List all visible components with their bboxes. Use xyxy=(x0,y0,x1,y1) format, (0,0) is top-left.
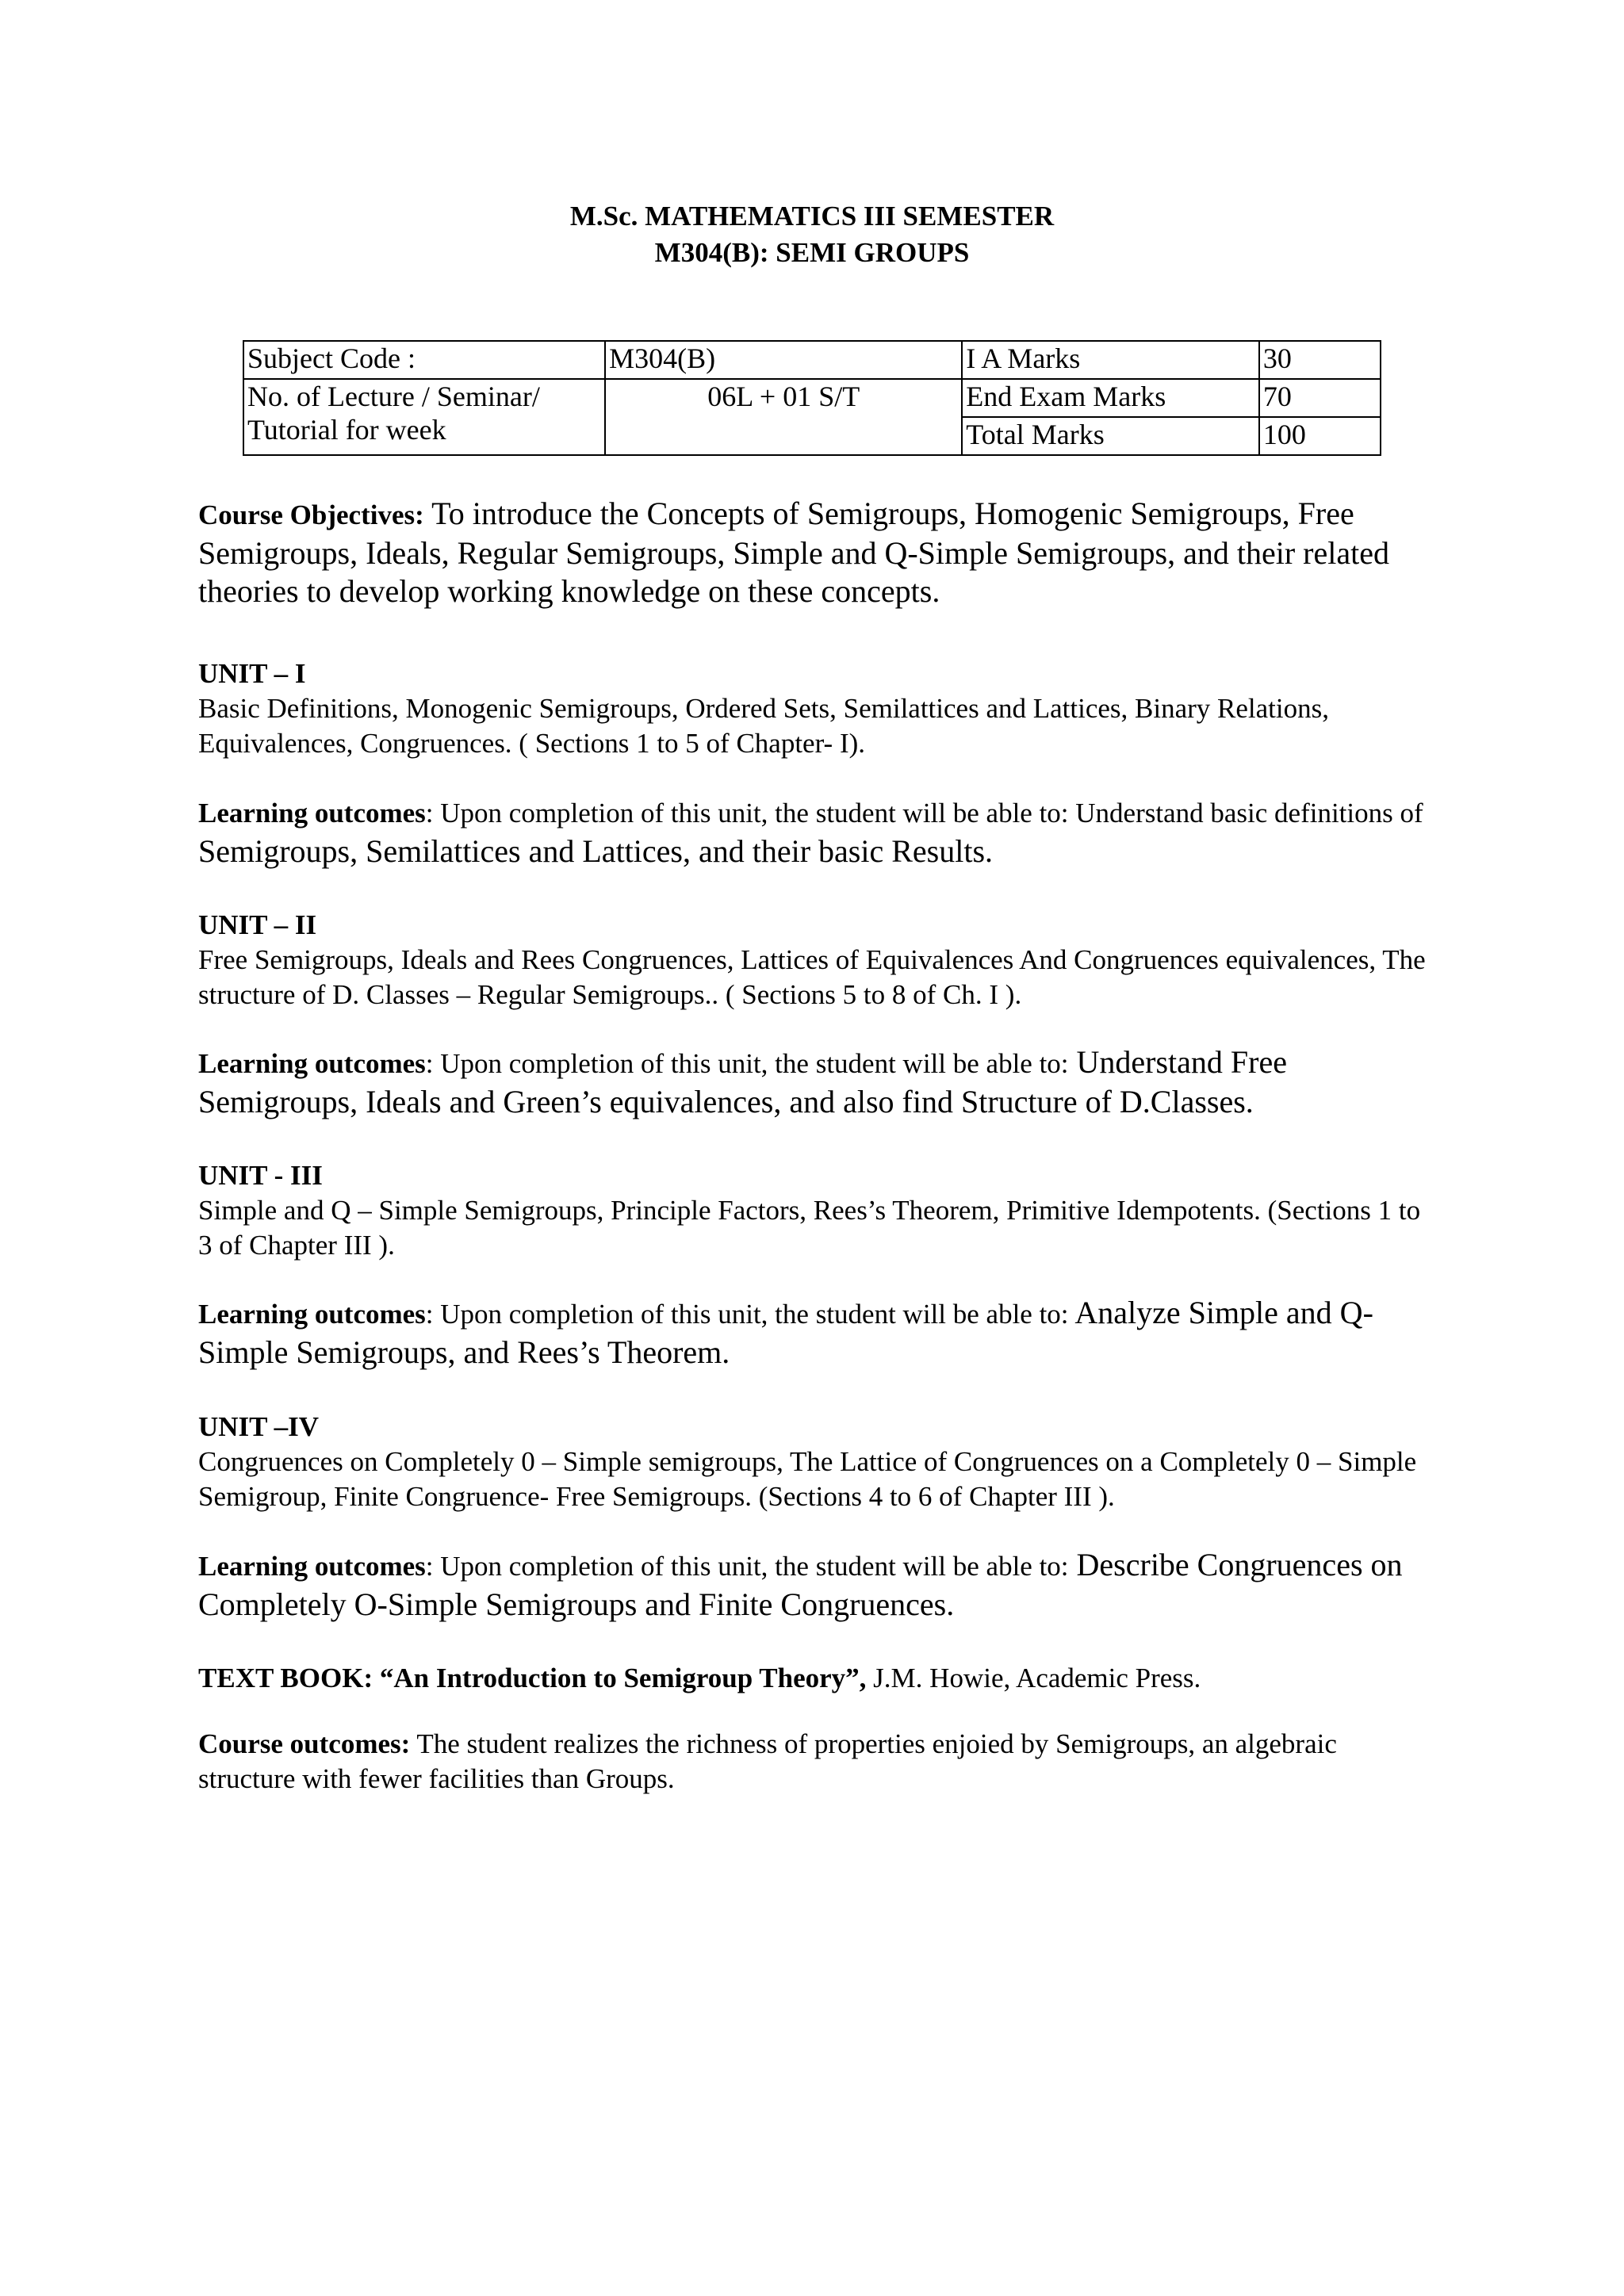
outcomes-label: Learning outcomes xyxy=(198,1299,426,1330)
subject-code-value: M304(B) xyxy=(605,341,962,379)
unit-4-outcomes xyxy=(198,1546,1435,1625)
unit-2-heading: UNIT – II xyxy=(198,909,317,940)
unit-1-heading: UNIT – I xyxy=(198,658,306,689)
subject-code-label: Subject Code : xyxy=(243,341,605,379)
outcomes-intro: : Upon completion of this unit, the student will be able to: xyxy=(425,1551,1069,1582)
outcomes-intro: : Upon completion of this unit, the student will be able to: Understand basic definitions of xyxy=(425,798,1423,828)
text-book xyxy=(198,1661,1435,1696)
textbook-label: TEXT BOOK: “An Introduction to Semigroup Theory”, xyxy=(198,1663,867,1693)
unit-1-content: Basic Definitions, Monogenic Semigroups, Ordered Sets, Semilattices and Lattices, Binary Relations, Equivalences, Congruences. ( Sections 1 to 5 of Chapter- I). xyxy=(198,693,1329,759)
outcomes-text: Understand Free Semigroups, Ideals and Green’s equivalences, and also find Structure of D.Classes. xyxy=(198,1044,1287,1119)
unit-4-heading: UNIT –IV xyxy=(198,1411,320,1442)
paper-title: M304(B): SEMI GROUPS xyxy=(654,237,970,268)
textbook-text: J.M. Howie, Academic Press. xyxy=(866,1663,1201,1693)
unit-1-outcomes xyxy=(198,793,1435,872)
ia-marks-value: 30 xyxy=(1259,341,1381,379)
outcomes-text: Describe Congruences on Completely O-Simple Semigroups and Finite Congruences. xyxy=(198,1547,1403,1622)
unit-3-heading: UNIT - III xyxy=(198,1160,323,1191)
course-title: M.Sc. MATHEMATICS III SEMESTER xyxy=(569,201,1055,232)
unit-2-content: Free Semigroups, Ideals and Rees Congruences, Lattices of Equivalences And Congruences equivalences, The structure of D. Classes – Regular Semigroups.. ( Sections 5 to 8 of Ch. I ). xyxy=(198,944,1426,1010)
outcomes-label: Learning outcomes xyxy=(198,798,426,828)
table-row xyxy=(243,379,1381,417)
lecture-label-line1: No. of Lecture / Seminar/ xyxy=(247,381,540,412)
total-marks-label: Total Marks xyxy=(962,417,1259,455)
objectives-text: To introduce the Concepts of Semigroups, Homogenic Semigroups, Free Semigroups, Ideals, Regular Semigroups, Simple and Q-Simple Semigroups, and their related theories to develop working knowledge on these concepts. xyxy=(198,496,1389,609)
unit-2-outcomes xyxy=(198,1043,1435,1123)
unit-4-content: Congruences on Completely 0 – Simple semigroups, The Lattice of Congruences on a Completely 0 – Simple Semigroup, Finite Congruence- Free Semigroups. (Sections 4 to 6 of Chapter III ). xyxy=(198,1446,1417,1512)
outcomes-text: Semigroups, Semilattices and Lattices, and their basic Results. xyxy=(198,833,994,869)
course-outcomes xyxy=(198,1727,1435,1797)
outcomes-label: Learning outcomes xyxy=(198,1048,426,1079)
outcomes-intro: : Upon completion of this unit, the student will be able to: xyxy=(425,1048,1069,1079)
outcomes-text: Analyze Simple and Q-Simple Semigroups, and Rees’s Theorem. xyxy=(198,1295,1373,1370)
total-marks-value: 100 xyxy=(1259,417,1381,455)
unit-3-outcomes xyxy=(198,1294,1435,1373)
end-exam-label: End Exam Marks xyxy=(962,379,1259,417)
lecture-value: 06L + 01 S/T xyxy=(605,379,962,455)
course-outcomes-label: Course outcomes: xyxy=(198,1728,411,1759)
objectives-label: Course Objectives: xyxy=(198,499,424,530)
course-outcomes-text: The student realizes the richness of properties enjoied by Semigroups, an algebraic structure with fewer facilities than Groups. xyxy=(198,1728,1337,1794)
outcomes-label: Learning outcomes xyxy=(198,1551,426,1582)
lecture-label-cell xyxy=(243,379,605,455)
table-row xyxy=(243,341,1381,379)
ia-marks-label: I A Marks xyxy=(962,341,1259,379)
outcomes-intro: : Upon completion of this unit, the student will be able to: xyxy=(425,1299,1069,1330)
course-objectives xyxy=(198,495,1435,610)
unit-3-content: Simple and Q – Simple Semigroups, Principle Factors, Rees’s Theorem, Primitive Idempotents. (Sections 1 to 3 of Chapter III ). xyxy=(198,1195,1421,1261)
lecture-label-line2: Tutorial for week xyxy=(247,414,446,446)
end-exam-value: 70 xyxy=(1259,379,1381,417)
course-info-table xyxy=(243,340,1381,456)
